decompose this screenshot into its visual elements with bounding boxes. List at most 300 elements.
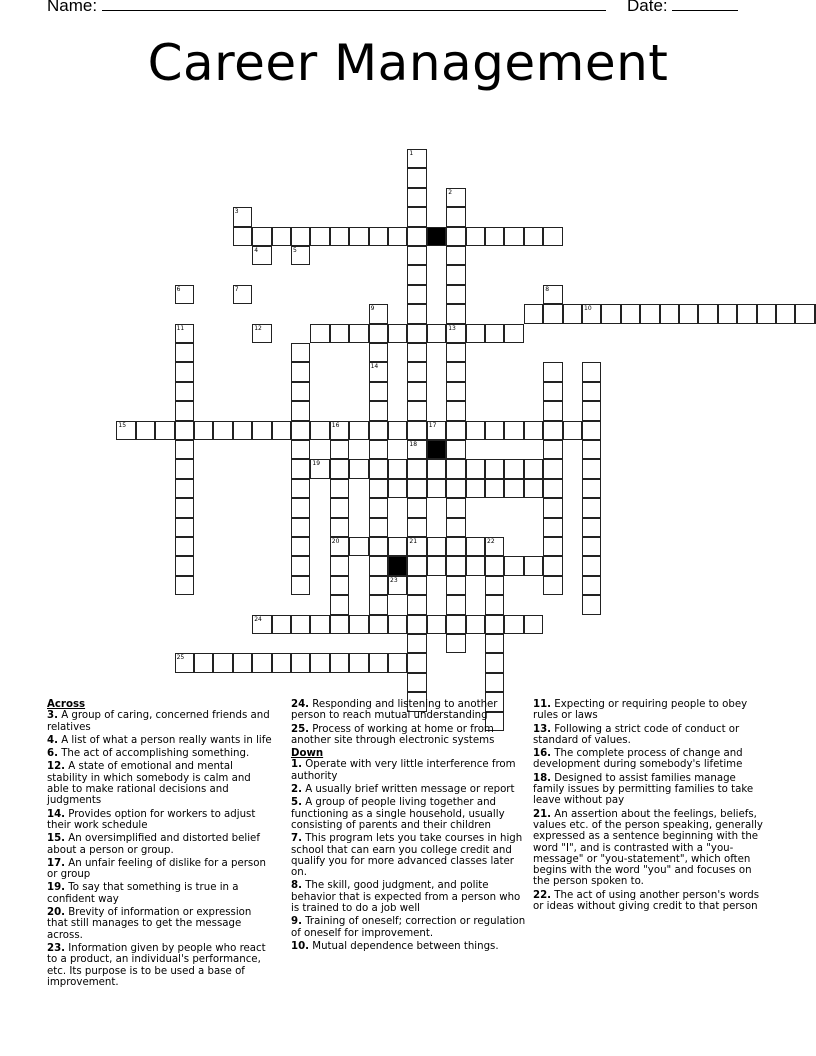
grid-cell[interactable] (504, 421, 523, 440)
clue-item-text: An assertion about the feelings, beliefs, values etc. of the person speaking, generally expressed as a sentence beginning with the word "I", and is contrasted with a "you-message" or "you-statement", which often begins with the word "you" and focuses on the person spoken to. (533, 808, 763, 888)
clue-item (291, 941, 527, 952)
clue-number: 15 (118, 421, 127, 429)
across-heading: Across (47, 699, 86, 710)
grid-cell[interactable] (407, 168, 426, 187)
grid-cell[interactable] (175, 653, 194, 672)
clue-item-text: Responding and listening to another person to reach mutual understanding (291, 699, 498, 722)
clue-item-number: 25. (291, 723, 310, 735)
grid-cell[interactable] (291, 459, 310, 478)
grid-cell[interactable] (485, 459, 504, 478)
clue-number: 20 (331, 538, 340, 545)
clue-number: 21 (409, 538, 418, 545)
grid-cell[interactable] (543, 518, 562, 537)
grid-cell[interactable] (388, 479, 407, 498)
grid-cell[interactable] (543, 285, 562, 304)
grid-cell[interactable] (175, 440, 194, 459)
grid-cell[interactable] (213, 653, 232, 672)
grid-cell[interactable] (543, 401, 562, 420)
grid-cell[interactable] (582, 576, 601, 595)
grid-cell[interactable] (252, 421, 271, 440)
grid-cell[interactable] (660, 304, 679, 323)
grid-cell[interactable] (369, 440, 388, 459)
grid-cell[interactable] (349, 615, 368, 634)
grid-cell[interactable] (369, 653, 388, 672)
grid-cell[interactable] (446, 576, 465, 595)
grid-cell[interactable] (466, 556, 485, 575)
grid-cell[interactable] (504, 459, 523, 478)
grid-cell[interactable] (233, 285, 252, 304)
grid-cell[interactable] (485, 556, 504, 575)
grid-cell[interactable] (485, 479, 504, 498)
grid-cell[interactable] (330, 421, 349, 440)
grid-cell[interactable] (524, 227, 543, 246)
grid-cell[interactable] (543, 440, 562, 459)
grid-cell[interactable] (291, 615, 310, 634)
grid-cell[interactable] (427, 421, 446, 440)
grid-cell[interactable] (330, 576, 349, 595)
grid-cell[interactable] (446, 634, 465, 653)
grid-cell[interactable] (252, 324, 271, 343)
grid-cell[interactable] (485, 227, 504, 246)
grid-cell[interactable] (175, 576, 194, 595)
grid-cell[interactable] (582, 595, 601, 614)
grid-cell[interactable] (310, 653, 329, 672)
grid-cell[interactable] (485, 653, 504, 672)
grid-cell[interactable] (504, 479, 523, 498)
grid-cell[interactable] (291, 246, 310, 265)
grid-cell[interactable] (446, 285, 465, 304)
grid-cell[interactable] (427, 615, 446, 634)
clue-item-text: This program lets you take courses in high school that can earn you college credit and qualify you for more advanced classes later on. (291, 833, 523, 879)
clue-number: 24 (254, 615, 262, 623)
grid-cell[interactable] (407, 595, 426, 614)
grid-cell[interactable] (175, 401, 194, 420)
grid-cell[interactable] (175, 362, 194, 381)
grid-cell[interactable] (291, 343, 310, 362)
grid-cell[interactable] (407, 265, 426, 284)
grid-cell[interactable] (582, 440, 601, 459)
clue-item (291, 759, 527, 782)
grid-cell[interactable] (524, 556, 543, 575)
grid-cell[interactable] (349, 653, 368, 672)
grid-cell[interactable] (388, 421, 407, 440)
grid-cell[interactable] (427, 324, 446, 343)
grid-cell[interactable] (407, 615, 426, 634)
grid-cell[interactable] (272, 615, 291, 634)
grid-cell[interactable] (407, 188, 426, 207)
grid-cell[interactable] (194, 653, 213, 672)
grid-cell[interactable] (213, 421, 232, 440)
clue-item (291, 699, 527, 722)
grid-cell[interactable] (233, 227, 252, 246)
grid-cell[interactable] (310, 615, 329, 634)
grid-cell[interactable] (466, 459, 485, 478)
grid-cell[interactable] (310, 459, 329, 478)
grid-cell[interactable] (446, 479, 465, 498)
grid-cell[interactable] (369, 498, 388, 517)
grid-cell[interactable] (407, 285, 426, 304)
grid-cell[interactable] (582, 459, 601, 478)
grid-cell[interactable] (582, 498, 601, 517)
grid-cell[interactable] (369, 304, 388, 323)
clue-item (47, 748, 275, 759)
clue-number: 2 (448, 188, 453, 196)
grid-cell[interactable] (485, 576, 504, 595)
grid-cell[interactable] (407, 343, 426, 362)
clue-item (291, 797, 527, 831)
grid-cell[interactable] (446, 265, 465, 284)
grid-cell[interactable] (563, 421, 582, 440)
grid-cell[interactable] (136, 421, 155, 440)
grid-cell[interactable] (407, 459, 426, 478)
grid-cell[interactable] (369, 556, 388, 575)
grid-cell[interactable] (369, 615, 388, 634)
grid-cell[interactable] (369, 479, 388, 498)
grid-cell[interactable] (330, 498, 349, 517)
grid-cell[interactable] (291, 421, 310, 440)
grid-cell[interactable] (582, 479, 601, 498)
grid-cell[interactable] (446, 246, 465, 265)
grid-cell[interactable] (175, 343, 194, 362)
grid-cell[interactable] (291, 227, 310, 246)
grid-cell[interactable] (369, 401, 388, 420)
clue-number: 10 (584, 305, 592, 313)
grid-cell[interactable] (524, 479, 543, 498)
grid-cell[interactable] (446, 518, 465, 537)
grid-cell[interactable] (446, 362, 465, 381)
grid-cell[interactable] (175, 421, 194, 440)
clue-number: 23 (390, 576, 398, 584)
grid-cell[interactable] (175, 285, 194, 304)
grid-cell[interactable] (407, 576, 426, 595)
clue-item (47, 809, 275, 832)
grid-cell[interactable] (407, 246, 426, 265)
clue-item (291, 833, 527, 878)
grid-cell[interactable] (330, 615, 349, 634)
grid-cell[interactable] (291, 401, 310, 420)
grid-cell[interactable] (407, 382, 426, 401)
clue-item-number: 24. (291, 699, 310, 710)
grid-cell[interactable] (233, 653, 252, 672)
grid-cell[interactable] (349, 421, 368, 440)
clue-item (47, 735, 275, 746)
grid-cell[interactable] (718, 304, 737, 323)
grid-cell[interactable] (446, 595, 465, 614)
clue-item-text: Operate with very little interference from authority (291, 759, 516, 782)
grid-cell[interactable] (388, 653, 407, 672)
grid-cell[interactable] (349, 537, 368, 556)
grid-cell[interactable] (407, 556, 426, 575)
grid-cell[interactable] (272, 421, 291, 440)
grid-cell[interactable] (407, 362, 426, 381)
clue-item-number: 14. (47, 808, 66, 820)
grid-cell[interactable] (582, 401, 601, 420)
grid-cell[interactable] (407, 324, 426, 343)
grid-cell[interactable] (291, 556, 310, 575)
grid-cell[interactable] (330, 324, 349, 343)
grid-cell[interactable] (369, 459, 388, 478)
grid-cell[interactable] (407, 653, 426, 672)
grid-cell[interactable] (194, 421, 213, 440)
grid-cell[interactable] (485, 421, 504, 440)
down-clue-list (291, 759, 527, 952)
grid-cell[interactable] (388, 324, 407, 343)
grid-cell[interactable] (466, 537, 485, 556)
grid-cell[interactable] (446, 227, 465, 246)
grid-cell[interactable] (524, 459, 543, 478)
grid-cell[interactable] (466, 615, 485, 634)
grid-cell[interactable] (407, 634, 426, 653)
clue-item-text: A group of people living together and functioning as a single household, usually consisting of parents and their children (291, 797, 505, 831)
grid-cell[interactable] (446, 304, 465, 323)
grid-cell[interactable] (446, 421, 465, 440)
clue-item (291, 724, 527, 747)
grid-cell[interactable] (524, 615, 543, 634)
clue-item-number: 11. (533, 699, 552, 710)
grid-cell[interactable] (369, 576, 388, 595)
grid-cell[interactable] (582, 382, 601, 401)
grid-cell[interactable] (543, 498, 562, 517)
grid-cell[interactable] (407, 537, 426, 556)
grid-cell[interactable] (369, 362, 388, 381)
clue-number: 14 (370, 363, 379, 371)
clue-item-text: An oversimplified and distorted belief about a person or group. (47, 833, 260, 856)
grid-cell[interactable] (369, 595, 388, 614)
grid-cell[interactable] (679, 304, 698, 323)
grid-cell[interactable] (776, 304, 795, 323)
grid-cell[interactable] (291, 362, 310, 381)
grid-cell[interactable] (601, 304, 620, 323)
grid-cell[interactable] (291, 576, 310, 595)
grid-cell[interactable] (175, 537, 194, 556)
grid-cell[interactable] (446, 188, 465, 207)
grid-cell[interactable] (349, 324, 368, 343)
grid-cell[interactable] (427, 556, 446, 575)
grid-cell[interactable] (543, 537, 562, 556)
grid-cell[interactable] (175, 498, 194, 517)
grid-cell[interactable] (640, 304, 659, 323)
clue-item-text: Brevity of information or expression that still manages to get the message across. (47, 907, 252, 941)
clue-item-number: 2. (291, 784, 302, 796)
grid-cell[interactable] (291, 537, 310, 556)
grid-cell[interactable] (524, 421, 543, 440)
grid-cell[interactable] (543, 576, 562, 595)
grid-cell[interactable] (175, 459, 194, 478)
grid-cell[interactable] (330, 518, 349, 537)
date-label: Date: (627, 0, 668, 15)
grid-cell[interactable] (330, 595, 349, 614)
grid-cell[interactable] (407, 518, 426, 537)
grid-cell[interactable] (621, 304, 640, 323)
grid-cell[interactable] (757, 304, 776, 323)
grid-cell[interactable] (407, 401, 426, 420)
grid-cell[interactable] (369, 324, 388, 343)
grid-cell[interactable] (407, 207, 426, 226)
grid-cell[interactable] (175, 556, 194, 575)
grid-cell[interactable] (252, 246, 271, 265)
grid-cell[interactable] (407, 479, 426, 498)
clue-number: 3 (234, 208, 239, 216)
grid-cell[interactable] (233, 207, 252, 226)
grid-cell[interactable] (349, 459, 368, 478)
grid-cell[interactable] (543, 421, 562, 440)
grid-cell[interactable] (543, 227, 562, 246)
grid-block (427, 227, 446, 246)
grid-cell[interactable] (330, 537, 349, 556)
grid-cell[interactable] (155, 421, 174, 440)
grid-cell[interactable] (310, 324, 329, 343)
clue-item-number: 5. (291, 797, 302, 809)
grid-cell[interactable] (369, 537, 388, 556)
grid-cell[interactable] (485, 615, 504, 634)
grid-cell[interactable] (446, 498, 465, 517)
grid-cell[interactable] (446, 556, 465, 575)
grid-cell[interactable] (330, 653, 349, 672)
grid-cell[interactable] (427, 537, 446, 556)
grid-cell[interactable] (388, 537, 407, 556)
grid-cell[interactable] (407, 673, 426, 692)
clue-number: 7 (234, 285, 239, 293)
grid-cell[interactable] (252, 653, 271, 672)
grid-cell[interactable] (175, 518, 194, 537)
grid-cell[interactable] (407, 304, 426, 323)
grid-cell[interactable] (485, 324, 504, 343)
grid-cell[interactable] (407, 440, 426, 459)
grid-cell[interactable] (291, 382, 310, 401)
grid-cell[interactable] (582, 556, 601, 575)
grid-cell[interactable] (563, 304, 582, 323)
grid-cell[interactable] (698, 304, 717, 323)
grid-cell[interactable] (369, 227, 388, 246)
grid-cell[interactable] (543, 304, 562, 323)
clue-item-text: Expecting or requiring people to obey rules or laws (533, 699, 748, 722)
grid-cell[interactable] (310, 421, 329, 440)
clue-item-number: 23. (47, 942, 66, 954)
grid-cell[interactable] (795, 304, 814, 323)
grid-cell[interactable] (543, 382, 562, 401)
grid-cell[interactable] (369, 343, 388, 362)
grid-cell[interactable] (175, 479, 194, 498)
grid-cell[interactable] (446, 459, 465, 478)
clue-item (291, 784, 527, 795)
grid-cell[interactable] (175, 324, 194, 343)
clue-item-text: The skill, good judgment, and polite behavior that is expected from a person who is trained to do a job well (291, 880, 521, 915)
grid-cell[interactable] (272, 227, 291, 246)
clue-number: 11 (176, 324, 185, 332)
grid-cell[interactable] (252, 615, 271, 634)
grid-cell[interactable] (388, 615, 407, 634)
grid-cell[interactable] (466, 479, 485, 498)
grid-cell[interactable] (543, 362, 562, 381)
grid-cell[interactable] (543, 459, 562, 478)
grid-cell[interactable] (466, 324, 485, 343)
grid-cell[interactable] (582, 537, 601, 556)
clue-item-text: Information given by people who react to a product, an individual's performance, etc. Its purpose is to be used a base of improvement. (47, 942, 266, 988)
grid-cell[interactable] (330, 440, 349, 459)
grid-cell[interactable] (310, 227, 329, 246)
grid-cell[interactable] (543, 479, 562, 498)
grid-cell[interactable] (369, 421, 388, 440)
clue-number: 13 (448, 324, 456, 332)
grid-cell[interactable] (466, 227, 485, 246)
grid-cell[interactable] (446, 615, 465, 634)
grid-cell[interactable] (291, 653, 310, 672)
grid-cell[interactable] (330, 479, 349, 498)
grid-cell[interactable] (504, 227, 523, 246)
grid-cell[interactable] (485, 673, 504, 692)
grid-cell[interactable] (407, 227, 426, 246)
grid-cell[interactable] (446, 440, 465, 459)
grid-cell[interactable] (349, 227, 368, 246)
clue-item (533, 890, 769, 913)
grid-cell[interactable] (233, 421, 252, 440)
grid-cell[interactable] (369, 518, 388, 537)
grid-cell[interactable] (252, 227, 271, 246)
clues-column-2 (291, 699, 527, 954)
grid-cell[interactable] (291, 479, 310, 498)
clue-item-number: 9. (291, 916, 302, 928)
grid-cell[interactable] (175, 382, 194, 401)
grid-cell[interactable] (504, 324, 523, 343)
grid-cell[interactable] (369, 382, 388, 401)
grid-cell[interactable] (446, 207, 465, 226)
grid-cell[interactable] (407, 498, 426, 517)
grid-cell[interactable] (427, 459, 446, 478)
grid-cell[interactable] (504, 556, 523, 575)
grid-cell[interactable] (388, 227, 407, 246)
grid-cell[interactable] (427, 479, 446, 498)
clue-item-text: The act of accomplishing something. (57, 748, 250, 760)
grid-cell[interactable] (446, 343, 465, 362)
grid-cell[interactable] (291, 440, 310, 459)
grid-cell[interactable] (407, 421, 426, 440)
grid-cell[interactable] (737, 304, 756, 323)
grid-cell[interactable] (407, 149, 426, 168)
grid-cell[interactable] (524, 304, 543, 323)
grid-cell[interactable] (543, 556, 562, 575)
clue-number: 25 (176, 654, 185, 662)
grid-cell[interactable] (582, 518, 601, 537)
grid-cell[interactable] (485, 537, 504, 556)
grid-cell[interactable] (388, 576, 407, 595)
grid-cell[interactable] (485, 634, 504, 653)
grid-cell[interactable] (582, 304, 601, 323)
clue-item-number: 19. (47, 882, 66, 894)
grid-cell[interactable] (446, 324, 465, 343)
grid-cell[interactable] (504, 615, 523, 634)
grid-cell[interactable] (291, 518, 310, 537)
grid-cell[interactable] (446, 401, 465, 420)
grid-cell[interactable] (582, 362, 601, 381)
clues-column-3 (533, 699, 769, 914)
grid-cell[interactable] (388, 459, 407, 478)
grid-cell[interactable] (446, 537, 465, 556)
clue-item-text: Provides option for workers to adjust their work schedule (47, 808, 256, 831)
grid-cell[interactable] (330, 556, 349, 575)
grid-cell[interactable] (330, 227, 349, 246)
grid-cell[interactable] (330, 459, 349, 478)
grid-cell[interactable] (466, 421, 485, 440)
grid-cell[interactable] (485, 595, 504, 614)
clue-number: 22 (487, 538, 495, 545)
grid-cell[interactable] (582, 421, 601, 440)
clue-number: 9 (370, 305, 375, 313)
grid-cell[interactable] (116, 421, 135, 440)
grid-cell[interactable] (272, 653, 291, 672)
grid-cell[interactable] (446, 382, 465, 401)
grid-cell[interactable] (291, 498, 310, 517)
clue-item (533, 724, 769, 747)
